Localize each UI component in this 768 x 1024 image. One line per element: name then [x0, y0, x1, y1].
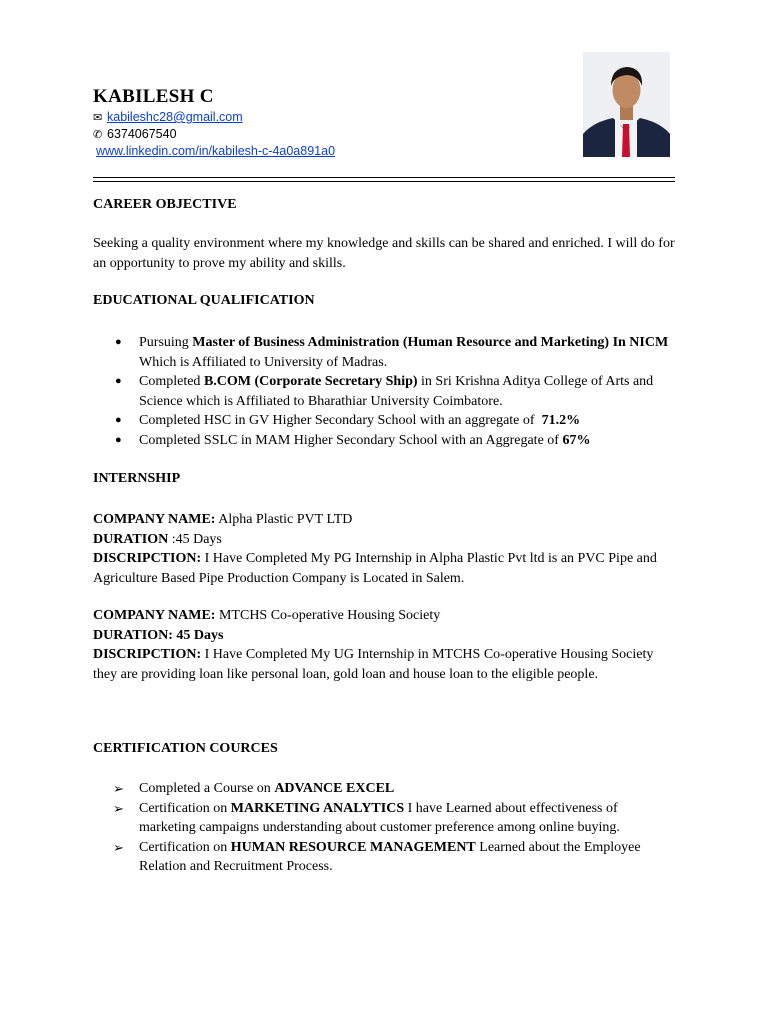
- education-heading: EDUCATIONAL QUALIFICATION: [93, 293, 315, 308]
- internship-1-description: DISCRIPCTION: I Have Completed My PG Internship in Alpha Plastic Pvt ltd is an PVC Pipe and Agriculture Based Pipe Production Company is Located in Salem.: [93, 551, 657, 586]
- candidate-name: KABILESH C: [93, 86, 214, 107]
- envelope-icon: ✉: [93, 112, 103, 124]
- education-item-hsc: ● Completed HSC in GV Higher Secondary School with an aggregate of 71.2%: [93, 411, 675, 431]
- internship-2-company: COMPANY NAME: MTCHS Co-operative Housing Society: [93, 608, 441, 623]
- bullet-icon: ●: [115, 336, 122, 348]
- linkedin-link[interactable]: www.linkedin.com/in/kabilesh-c-4a0a891a0: [96, 144, 336, 158]
- career-objective-text: Seeking a quality environment where my knowledge and skills can be shared and enriched. I will do for an opportunity to prove my ability and skills.: [93, 236, 675, 271]
- education-item-mba: ● Pursuing Master of Business Administration (Human Resource and Marketing) In NICM Which is Affiliated to University of Madras.: [115, 335, 669, 370]
- education-item-bcom: ● Completed B.COM (Corporate Secretary Ship) in Sri Krishna Aditya College of Arts and Science which is Affiliated to Bharathiar University Coimbatore.: [115, 374, 654, 409]
- education-list: [93, 333, 675, 450]
- internship-2-description: DISCRIPCTION: I Have Completed My UG Internship in MTCHS Co-operative Housing Society they are providing loan like personal loan, gold loan and house loan to the eligible people.: [93, 647, 654, 682]
- internship-2: [93, 606, 675, 684]
- profile-photo: [583, 52, 670, 157]
- linkedin-line: [96, 143, 335, 159]
- arrow-bullet-icon: ➢: [113, 800, 124, 816]
- certification-heading: CERTIFICATION COURCES: [93, 741, 278, 756]
- phone-line: [93, 126, 177, 143]
- certification-item-excel: ➢ Completed a Course on ADVANCE EXCEL: [93, 779, 675, 799]
- certification-list: [93, 779, 675, 877]
- header-divider-top: [93, 177, 675, 178]
- phone-icon: ✆: [93, 129, 103, 141]
- career-objective-heading: CAREER OBJECTIVE: [93, 197, 237, 212]
- profile-photo-image: [583, 52, 670, 157]
- internship-heading: INTERNSHIP: [93, 471, 181, 486]
- phone-number: 6374067540: [107, 127, 177, 141]
- bullet-icon: ●: [115, 375, 122, 387]
- arrow-bullet-icon: ➢: [113, 839, 124, 855]
- internship-1-company: COMPANY NAME: Alpha Plastic PVT LTD: [93, 512, 353, 527]
- bullet-icon: ●: [115, 433, 122, 446]
- internship-1: [93, 510, 675, 588]
- header-divider-bottom: [93, 181, 675, 182]
- arrow-bullet-icon: ➢: [113, 781, 124, 796]
- internship-2-duration: DURATION: 45 Days: [93, 627, 224, 643]
- certification-item-hr: ➢ Certification on HUMAN RESOURCE MANAGEMENT Learned about the Employee Relation and Recruitment Process.: [113, 839, 641, 874]
- certification-item-marketing: ➢ Certification on MARKETING ANALYTICS I have Learned about effectiveness of marketing campaigns understanding about customer preference among online buying.: [113, 800, 620, 835]
- education-item-sslc: ● Completed SSLC in MAM Higher Secondary School with an Aggregate of 67%: [93, 431, 675, 451]
- email-link[interactable]: kabileshc28@gmail.com: [107, 110, 243, 124]
- bullet-icon: ●: [115, 414, 122, 426]
- email-line: [93, 109, 243, 126]
- internship-1-duration: DURATION :45 Days: [93, 531, 222, 547]
